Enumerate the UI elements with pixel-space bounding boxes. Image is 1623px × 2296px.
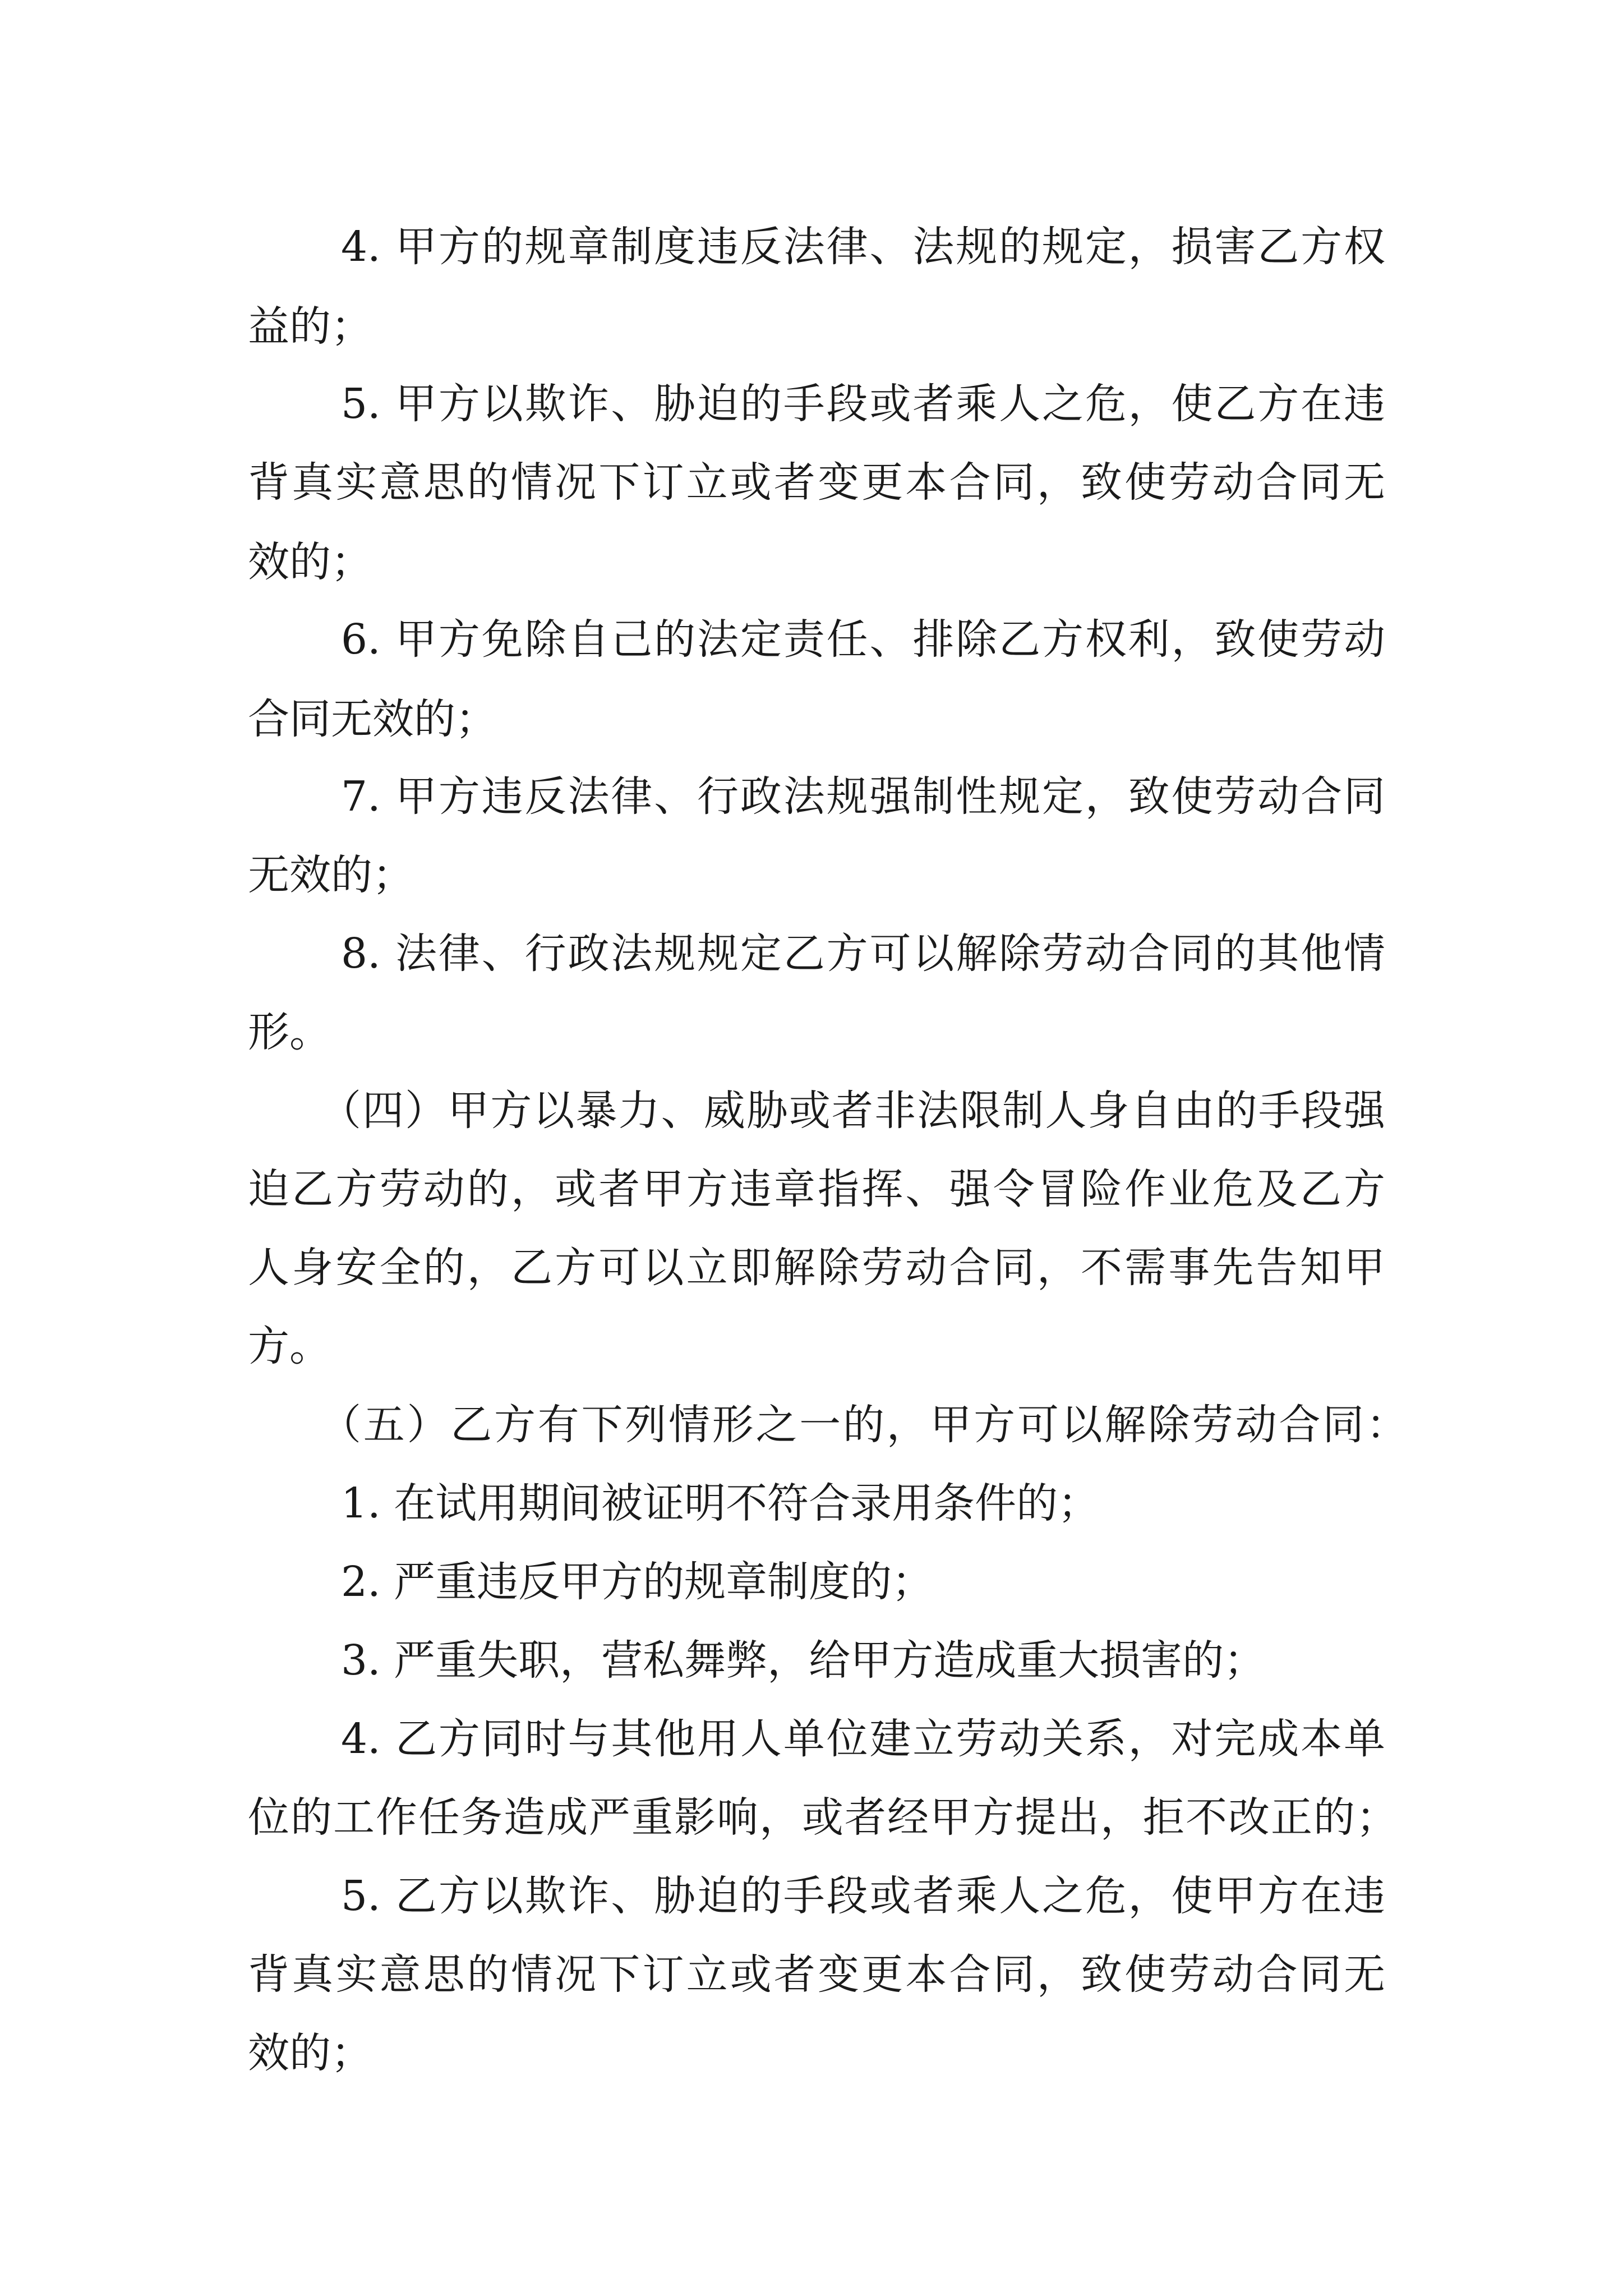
text-line: 1. 在试用期间被证明不符合录用条件的； [341, 1479, 1100, 1527]
text-line: 益的； [248, 302, 372, 351]
text-line: 背真实意思的情况下订立或者变更本合同，致使劳动合同无 [248, 1950, 1385, 1999]
text-line: 形。 [248, 1008, 331, 1056]
text-line: 效的； [248, 2029, 372, 2077]
text-line: （五）乙方有下列情形之一的，甲方可以解除劳动合同： [320, 1401, 1408, 1449]
text-line: 3. 严重失职，营私舞弊，给甲方造成重大损害的； [341, 1636, 1266, 1685]
text-line: 4. 乙方同时与其他用人单位建立劳动关系，对完成本单 [341, 1715, 1385, 1763]
text-line: 迫乙方劳动的，或者甲方违章指挥、强令冒险作业危及乙方 [248, 1165, 1385, 1213]
text-line: 5. 乙方以欺诈、胁迫的手段或者乘人之危，使甲方在违 [341, 1872, 1385, 1920]
text-line: 位的工作任务造成严重影响，或者经甲方提出，拒不改正的； [248, 1793, 1398, 1842]
text-line: 人身安全的，乙方可以立即解除劳动合同，不需事先告知甲 [248, 1244, 1385, 1292]
text-line: 背真实意思的情况下订立或者变更本合同，致使劳动合同无 [248, 458, 1385, 507]
text-line: 4. 甲方的规章制度违反法律、法规的规定，损害乙方权 [341, 223, 1385, 271]
text-line: 方。 [248, 1322, 331, 1370]
text-line: 7. 甲方违反法律、行政法规强制性规定，致使劳动合同 [341, 772, 1385, 821]
text-line: 8. 法律、行政法规规定乙方可以解除劳动合同的其他情 [341, 930, 1385, 978]
text-line: 6. 甲方免除自己的法定责任、排除乙方权利，致使劳动 [341, 615, 1385, 664]
text-line: 无效的； [248, 851, 414, 899]
text-line: （四）甲方以暴力、威胁或者非法限制人身自由的手段强 [320, 1087, 1385, 1135]
text-line: 效的； [248, 538, 372, 586]
text-line: 5. 甲方以欺诈、胁迫的手段或者乘人之危，使乙方在违 [341, 380, 1385, 428]
text-line: 合同无效的； [248, 695, 497, 743]
text-line: 2. 严重违反甲方的规章制度的； [341, 1558, 934, 1606]
